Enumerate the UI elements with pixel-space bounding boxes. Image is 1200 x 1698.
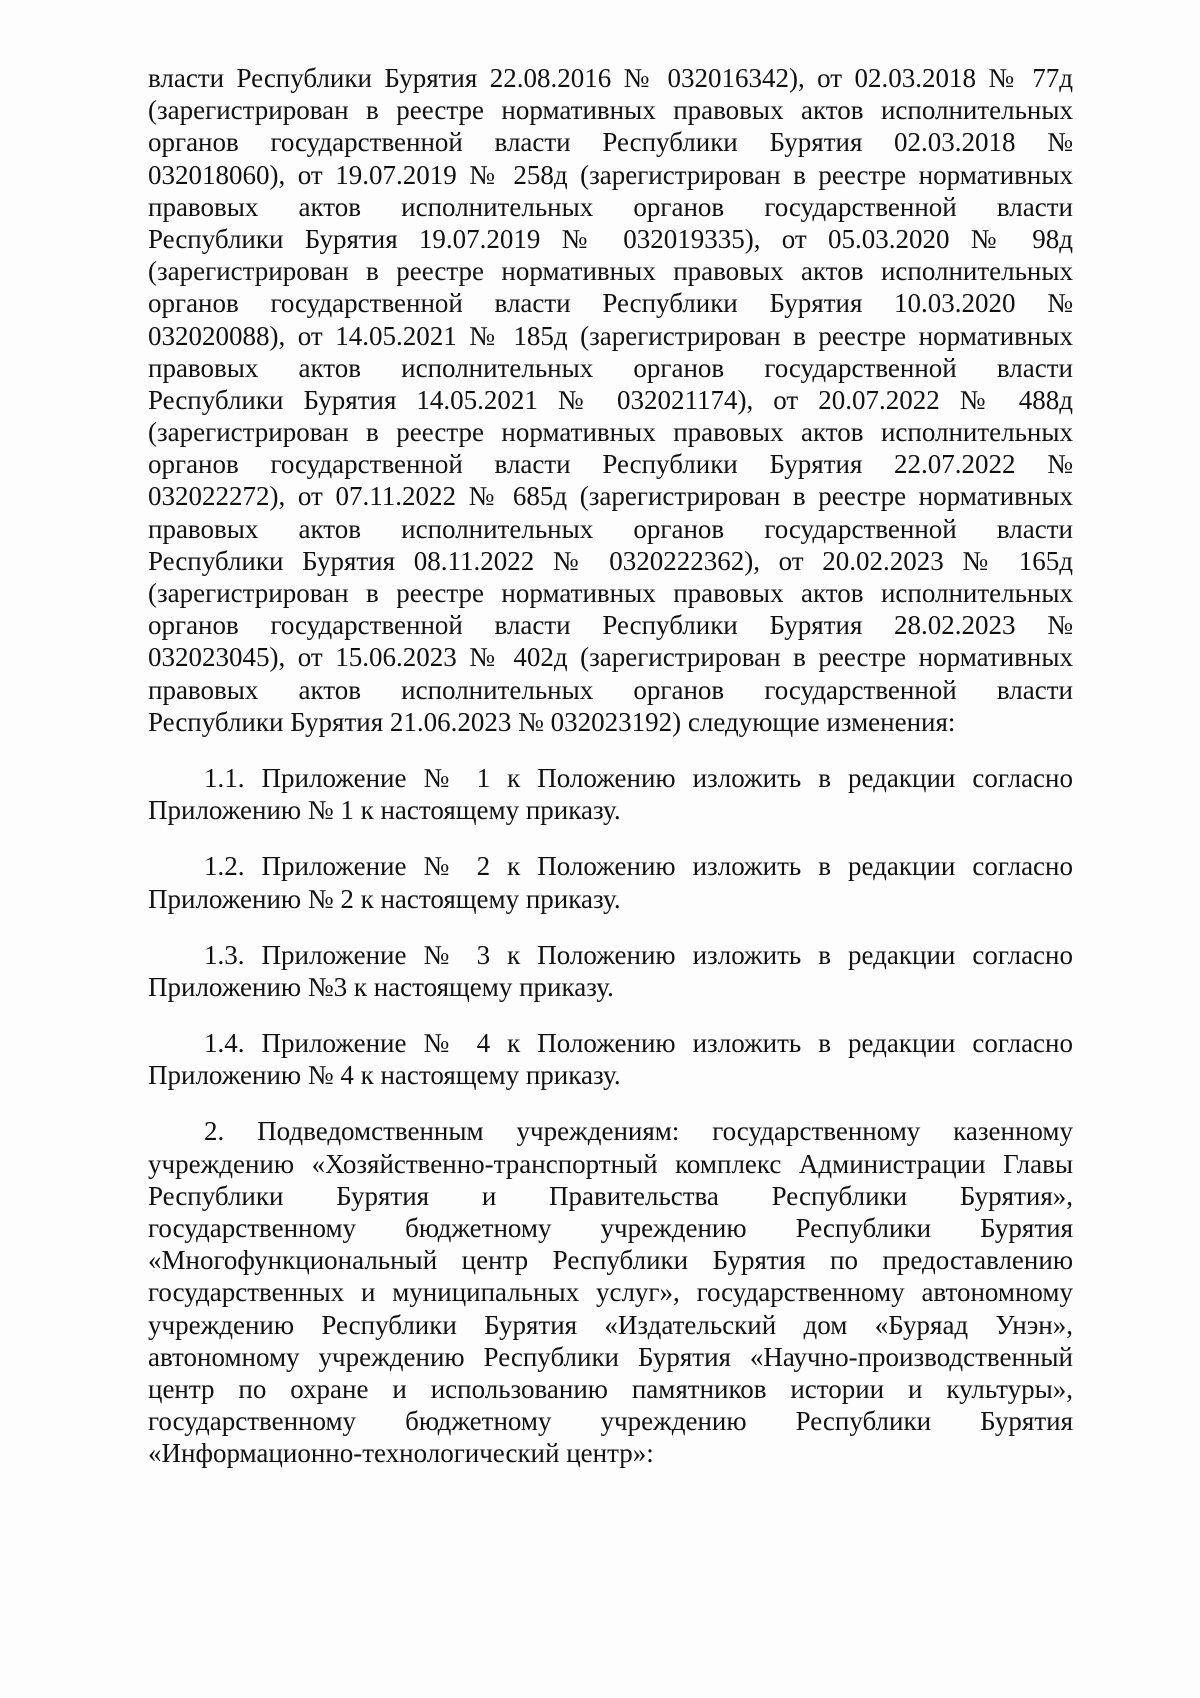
text-line: органов государственной власти Республики Бурятия 10.03.2020 №: [148, 288, 1073, 319]
text-line: государственному бюджетному учреждению Республики Бурятия: [148, 1406, 1073, 1437]
text-line: Приложению №3 к настоящему приказу.: [148, 971, 614, 1002]
intro-paragraph: [148, 62, 1073, 738]
text-line: 1.2. Приложение № 2 к Положению изложить в редакции согласно: [204, 851, 1073, 882]
text-line: Республики Бурятия 19.07.2019 № 032019335), от 05.03.2020 № 98д: [148, 223, 1073, 254]
text-line: (зарегистрирован в реестре нормативных правовых актов исполнительных: [148, 578, 1073, 608]
text-line: органов государственной власти Республики Бурятия 28.02.2023 №: [148, 610, 1073, 641]
text-line: органов государственной власти Республики Бурятия 02.03.2018 №: [148, 127, 1073, 158]
text-line: «Многофункциональный центр Республики Бурятия по предоставлению: [148, 1245, 1073, 1276]
text-line: «Информационно-технологический центр»:: [148, 1438, 654, 1469]
text-line: Приложению № 1 к настоящему приказу.: [148, 795, 621, 826]
item-1-2: [148, 850, 1073, 914]
text-line: (зарегистрирован в реестре нормативных правовых актов исполнительных: [148, 256, 1073, 287]
text-line: (зарегистрирован в реестре нормативных правовых актов исполнительных: [148, 417, 1073, 448]
text-line: органов государственной власти Республики Бурятия 22.07.2022 №: [148, 449, 1073, 480]
text-line: 032018060), от 19.07.2019 № 258д (зарегистрирован в реестре нормативных: [148, 159, 1073, 190]
text-line: 032022272), от 07.11.2022 № 685д (зарегистрирован в реестре нормативных: [148, 481, 1073, 512]
text-line: Республики Бурятия 21.06.2023 № 032023192) следующие изменения:: [148, 706, 956, 737]
text-line: правовых актов исполнительных органов государственной власти: [148, 352, 1073, 383]
text-line: (зарегистрирован в реестре нормативных правовых актов исполнительных: [148, 95, 1073, 126]
text-line: учреждению «Хозяйственно-транспортный комплекс Администрации Главы: [148, 1148, 1073, 1179]
text-line: центр по охране и использованию памятников истории и культуры»,: [148, 1373, 1073, 1404]
item-1-3: [148, 939, 1073, 1003]
item-1-4: [148, 1027, 1073, 1091]
text-line: Республики Бурятия и Правительства Республики Бурятия»,: [148, 1180, 1073, 1211]
text-line: правовых актов исполнительных органов государственной власти: [148, 513, 1073, 544]
text-line: учреждению Республики Бурятия «Издательский дом «Буряад Унэн»,: [148, 1309, 1073, 1340]
text-line: 2. Подведомственным учреждениям: государственному казенному: [204, 1116, 1073, 1147]
text-line: Республики Бурятия 08.11.2022 № 0320222362), от 20.02.2023 № 165д: [148, 545, 1073, 576]
paragraph-2: [148, 1115, 1073, 1469]
text-line: государственному бюджетному учреждению Республики Бурятия: [148, 1213, 1073, 1243]
text-line: автономному учреждению Республики Бурятия «Научно-производственный: [148, 1341, 1073, 1372]
text-line: Приложению № 4 к настоящему приказу.: [148, 1060, 621, 1091]
text-line: Республики Бурятия 14.05.2021 № 032021174), от 20.07.2022 № 488д: [148, 384, 1073, 415]
text-line: правовых актов исполнительных органов государственной власти: [148, 674, 1073, 705]
document-body: [148, 62, 1073, 1470]
text-line: 1.3. Приложение № 3 к Положению изложить в редакции согласно: [204, 939, 1073, 970]
item-1-1: [148, 762, 1073, 826]
text-line: 032023045), от 15.06.2023 № 402д (зарегистрирован в реестре нормативных: [148, 642, 1073, 673]
text-line: правовых актов исполнительных органов государственной власти: [148, 191, 1073, 222]
text-line: 1.1. Приложение № 1 к Положению изложить в редакции согласно: [204, 762, 1073, 793]
text-line: власти Республики Бурятия 22.08.2016 № 032016342), от 02.03.2018 № 77д: [148, 63, 1073, 93]
text-line: Приложению № 2 к настоящему приказу.: [148, 883, 621, 914]
text-line: 1.4. Приложение № 4 к Положению изложить в редакции согласно: [204, 1028, 1073, 1059]
text-line: государственных и муниципальных услуг», государственному автономному: [148, 1277, 1073, 1308]
text-line: 032020088), от 14.05.2021 № 185д (зарегистрирован в реестре нормативных: [148, 320, 1073, 351]
